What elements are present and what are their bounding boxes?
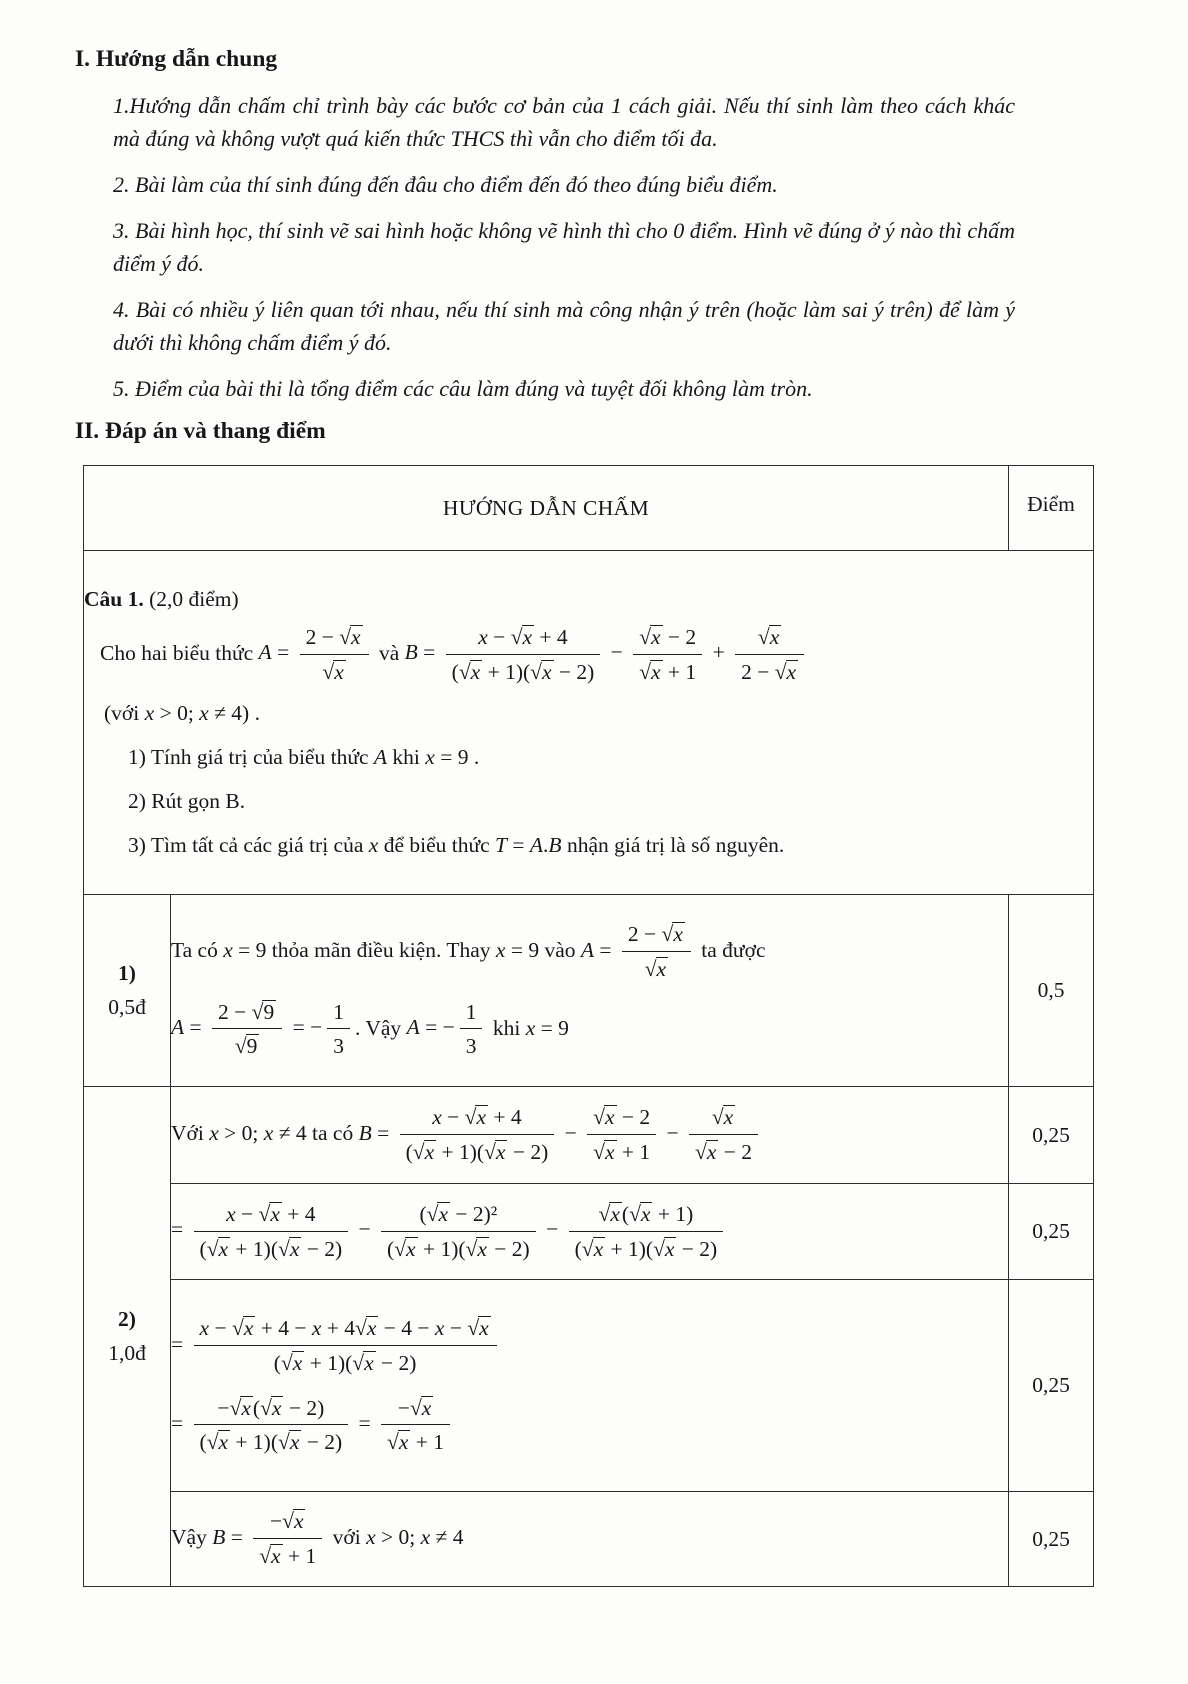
points-cell-part2-step1: 0,25 bbox=[1009, 1087, 1094, 1184]
solution-line: = $\frac{x - √x + 4 - x + 4√x - 4 - x - √x}{(√x + 1)(√x - 2)}$ bbox=[171, 1315, 1008, 1377]
instruction-paragraph-2: 2. Bài làm của thí sinh đúng đến đâu cho điểm đến đó theo đúng biểu điểm. bbox=[113, 172, 778, 197]
solution-line: Vậy B = $\frac{-√x}{√x + 1}$ với x > 0; x ≠ 4 bbox=[171, 1509, 464, 1568]
solution-row-part2-step1 bbox=[84, 1087, 1094, 1184]
part1-id: 1) bbox=[118, 961, 136, 985]
solution-line: Với x > 0; x ≠ 4 ta có B = $\frac{x - √x + 4}{(√x + 1)(√x - 2)}$ − $\frac{√x - 2}{√x + 1}$ − $\frac{√x}{√x - 2}$ bbox=[171, 1104, 1008, 1166]
solution-row-part1 bbox=[84, 895, 1094, 1087]
grading-table bbox=[83, 465, 1094, 1587]
part1-label-cell bbox=[84, 895, 171, 1087]
solution-line: Ta có x = 9 thỏa mãn điều kiện. Thay x = 9 vào A = $\frac{2 - √x}{√x}$ ta được bbox=[171, 921, 766, 981]
part2-step4-cell bbox=[171, 1492, 1009, 1587]
solution-line: = $\frac{-√x(√x - 2)}{(√x + 1)(√x - 2)}$ = $\frac{-√x}{√x + 1}$ bbox=[171, 1395, 1008, 1457]
header-guide-cell: HƯỚNG DẪN CHẤM bbox=[84, 466, 1009, 551]
part2-id: 2) bbox=[118, 1307, 136, 1331]
question-item-2: 2) Rút gọn B. bbox=[128, 789, 246, 814]
question-points-note: (2,0 điểm) bbox=[143, 586, 239, 611]
question-title bbox=[84, 587, 1093, 612]
points-cell-part2-step2: 0,25 bbox=[1009, 1184, 1094, 1280]
instruction-paragraph-4: 4. Bài có nhiều ý liên quan tới nhau, nếu thí sinh mà công nhận ý trên (hoặc làm sai ý trên) để làm ý dưới thì không chấm điểm ý đó. bbox=[113, 297, 1015, 355]
points-cell-part2-step3: 0,25 bbox=[1009, 1280, 1094, 1492]
part2-step3-cell bbox=[171, 1280, 1009, 1492]
question-row bbox=[84, 551, 1094, 895]
instruction-paragraph-1: 1.Hướng dẫn chấm chỉ trình bày các bước cơ bản của 1 cách giải. Nếu thí sinh làm theo cách khác mà đúng và không vượt quá kiến thức THCS thì vẫn cho điểm tối đa. bbox=[113, 93, 1015, 151]
question-item-1: 1) Tính giá trị của biểu thức A khi x = 9 . bbox=[128, 745, 480, 770]
question-number: Câu 1. bbox=[84, 586, 144, 611]
part2-score: 1,0đ bbox=[108, 1341, 146, 1365]
part1-score: 0,5đ bbox=[108, 995, 146, 1019]
question-cell bbox=[84, 551, 1094, 895]
question-condition-line: (với x > 0; x ≠ 4) . bbox=[104, 701, 260, 726]
part1-solution-cell bbox=[171, 895, 1009, 1087]
header-points-cell bbox=[1009, 466, 1094, 551]
instruction-paragraph-5: 5. Điểm của bài thi là tổng điểm các câu làm đúng và tuyệt đối không làm tròn. bbox=[113, 376, 813, 401]
solution-row-part2-step2 bbox=[84, 1184, 1094, 1280]
section-heading-general: I. Hướng dẫn chung bbox=[75, 46, 278, 72]
question-formula-line: Cho hai biểu thức A = $\frac{2 - √x}{√x}$ và B = $\frac{x - √x + 4}{(√x + 1)(√x - 2)}$ − $\frac{√x - 2}{√x + 1}$ + $\frac{√x}{2 - √x}$ bbox=[100, 624, 1093, 686]
solution-row-part2-step4 bbox=[84, 1492, 1094, 1587]
points-cell-part2-step4: 0,25 bbox=[1009, 1492, 1094, 1587]
points-cell-part1: 0,5 bbox=[1009, 895, 1094, 1087]
solution-line: A = $\frac{2 - √9}{√9}$ = − $\frac{1}{3}$ . Vậy A = − $\frac{1}{3}$ khi x = 9 bbox=[171, 999, 569, 1059]
solution-row-part2-step3 bbox=[84, 1280, 1094, 1492]
part2-step1-cell bbox=[171, 1087, 1009, 1184]
instruction-paragraph-3: 3. Bài hình học, thí sinh vẽ sai hình hoặc không vẽ hình thì cho 0 điểm. Hình vẽ đúng ở ý nào thì chấm điểm ý đó. bbox=[113, 218, 1015, 276]
section-heading-answers: II. Đáp án và thang điểm bbox=[75, 418, 326, 444]
table-header-row bbox=[84, 466, 1094, 551]
part2-step2-cell bbox=[171, 1184, 1009, 1280]
question-item-3: 3) Tìm tất cả các giá trị của x để biểu thức T = A.B nhận giá trị là số nguyên. bbox=[128, 833, 785, 858]
part2-label-cell bbox=[84, 1087, 171, 1587]
points-column-title: Điểm bbox=[1027, 491, 1075, 516]
solution-line: = $\frac{x - √x + 4}{(√x + 1)(√x - 2)}$ − $\frac{\text{(√x − 2)²}}{(√x + 1)(√x - 2)}$ − $\frac{√x(√x + 1)}{(√x + 1)(√x - 2)}$ bbox=[171, 1201, 1008, 1263]
